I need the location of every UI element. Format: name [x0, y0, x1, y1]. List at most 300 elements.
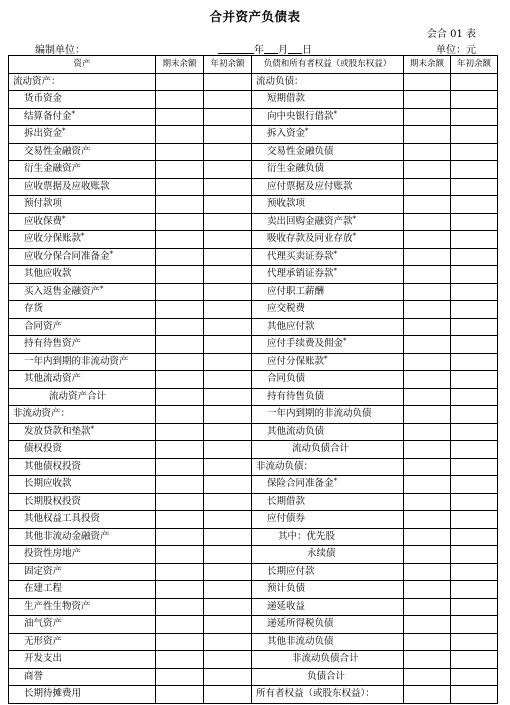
right-item-text: 吸收存款及同业存放 [267, 233, 353, 245]
right-item-text: 预计负债 [267, 583, 306, 595]
liability-begin-balance-cell[interactable] [451, 108, 498, 126]
asset-end-balance-cell[interactable] [156, 336, 204, 354]
right-item-label [252, 528, 404, 546]
asset-begin-balance-cell[interactable] [204, 266, 252, 284]
liability-end-balance-cell[interactable] [404, 528, 451, 546]
asset-end-balance-cell[interactable] [156, 161, 204, 179]
begin-balance-header: 年初余额 [204, 56, 252, 74]
left-item-text: 投资性房地产 [24, 548, 82, 560]
liability-begin-balance-cell[interactable] [451, 546, 498, 564]
asset-begin-balance-cell[interactable] [204, 231, 252, 249]
asset-end-balance-cell[interactable] [156, 441, 204, 459]
asset-end-balance-cell[interactable] [156, 458, 204, 476]
left-item-label [9, 546, 156, 564]
asset-begin-balance-cell[interactable] [204, 213, 252, 231]
month-blank [264, 43, 278, 54]
left-item-label [9, 581, 156, 599]
right-item-label [252, 441, 404, 459]
liability-begin-balance-cell[interactable] [451, 476, 498, 494]
left-item-text: 在建工程 [24, 583, 63, 595]
right-item-text: 应交税费 [267, 303, 306, 315]
liability-end-balance-cell[interactable] [404, 178, 451, 196]
liability-end-balance-cell[interactable] [404, 143, 451, 161]
asset-begin-balance-cell[interactable] [204, 458, 252, 476]
asset-begin-balance-cell[interactable] [204, 283, 252, 301]
table-row [9, 493, 498, 511]
asset-end-balance-cell[interactable] [156, 178, 204, 196]
asset-end-balance-cell[interactable] [156, 406, 204, 424]
table-row [9, 108, 498, 126]
liability-begin-balance-cell[interactable] [451, 178, 498, 196]
asset-begin-balance-cell[interactable] [204, 353, 252, 371]
asterisk-mark: * [71, 109, 76, 118]
asset-begin-balance-cell[interactable] [204, 563, 252, 581]
table-row [9, 546, 498, 564]
left-item-label [9, 511, 156, 529]
year-blank [218, 43, 254, 54]
left-item-text: 发放贷款和垫款 [24, 425, 91, 437]
liability-end-balance-cell[interactable] [404, 493, 451, 511]
asterisk-mark: * [352, 214, 357, 223]
liability-end-balance-cell[interactable] [404, 91, 451, 109]
right-item-text: 其他应付款 [267, 320, 315, 332]
liability-end-balance-cell[interactable] [404, 651, 451, 669]
liability-begin-balance-cell[interactable] [451, 126, 498, 144]
table-row [9, 598, 498, 616]
currency-unit: 单位：元 [436, 45, 476, 56]
left-item-text: 固定资产 [24, 565, 63, 577]
end-balance-header-right: 期末余额 [404, 56, 451, 74]
asset-end-balance-cell[interactable] [156, 511, 204, 529]
asset-begin-balance-cell[interactable] [204, 528, 252, 546]
asset-begin-balance-cell[interactable] [204, 126, 252, 144]
right-item-label [252, 213, 404, 231]
left-item-text: 长期股权投资 [24, 495, 82, 507]
liability-begin-balance-cell[interactable] [451, 616, 498, 634]
asset-begin-balance-cell[interactable] [204, 633, 252, 651]
asset-begin-balance-cell[interactable] [204, 493, 252, 511]
right-item-text: 应付票据及应付账款 [267, 180, 353, 192]
right-item-label [252, 581, 404, 599]
asterisk-mark: * [90, 424, 95, 433]
left-item-label [9, 91, 156, 109]
liability-begin-balance-cell[interactable] [451, 231, 498, 249]
liability-begin-balance-cell[interactable] [451, 196, 498, 214]
asset-end-balance-cell[interactable] [156, 546, 204, 564]
liability-end-balance-cell[interactable] [404, 353, 451, 371]
right-item-text: 递延收益 [267, 600, 306, 612]
table-row [9, 213, 498, 231]
left-item-text: 一年内到期的非流动资产 [24, 355, 129, 367]
liability-end-balance-cell[interactable] [404, 423, 451, 441]
right-item-label [252, 73, 404, 91]
right-item-text: 一年内到期的非流动负债 [267, 408, 372, 420]
right-item-text: 长期借款 [267, 495, 306, 507]
liability-end-balance-cell[interactable] [404, 283, 451, 301]
asset-begin-balance-cell[interactable] [204, 108, 252, 126]
right-item-label [252, 598, 404, 616]
left-item-label [9, 651, 156, 669]
table-row [9, 668, 498, 686]
asterisk-mark: * [109, 249, 114, 258]
asset-end-balance-cell[interactable] [156, 598, 204, 616]
right-item-text: 应付债券 [267, 513, 306, 525]
right-item-label [252, 266, 404, 284]
balance-sheet-table [8, 55, 498, 704]
asset-begin-balance-cell[interactable] [204, 73, 252, 91]
table-row [9, 581, 498, 599]
asset-begin-balance-cell[interactable] [204, 301, 252, 319]
left-item-text: 非流动资产： [13, 408, 71, 420]
asterisk-mark: * [324, 354, 328, 363]
left-item-text: 其他应收款 [24, 268, 72, 280]
left-item-text: 其他流动资产 [24, 373, 82, 385]
liability-end-balance-cell[interactable] [404, 633, 451, 651]
left-item-text: 长期应收款 [24, 478, 72, 490]
asset-begin-balance-cell[interactable] [204, 651, 252, 669]
right-item-label [252, 126, 404, 144]
right-item-label [252, 108, 404, 126]
asset-begin-balance-cell[interactable] [204, 371, 252, 389]
left-item-text: 流动资产： [13, 75, 61, 87]
left-item-text: 买入返售金融资产 [24, 285, 101, 297]
liability-end-balance-cell[interactable] [404, 441, 451, 459]
right-item-text: 持有待售负债 [267, 390, 325, 402]
right-item-text: 应付手续费及佣金 [267, 338, 344, 350]
asset-end-balance-cell[interactable] [156, 283, 204, 301]
liability-end-balance-cell[interactable] [404, 546, 451, 564]
left-item-text: 货币资金 [24, 93, 63, 105]
asset-begin-balance-cell[interactable] [204, 178, 252, 196]
compiling-unit-label: 编制单位： [35, 45, 85, 56]
right-item-label [252, 161, 404, 179]
table-row [9, 301, 498, 319]
right-item-text: 非流动负债合计 [292, 653, 359, 665]
left-item-label [9, 441, 156, 459]
table-row [9, 126, 498, 144]
liability-begin-balance-cell[interactable] [451, 388, 498, 406]
liability-begin-balance-cell[interactable] [451, 441, 498, 459]
asterisk-mark: * [100, 284, 104, 293]
table-row [9, 371, 498, 389]
liability-begin-balance-cell[interactable] [451, 581, 498, 599]
liability-begin-balance-cell[interactable] [451, 563, 498, 581]
liability-begin-balance-cell[interactable] [451, 266, 498, 284]
right-item-text: 应付职工薪酬 [267, 285, 325, 297]
left-item-label [9, 423, 156, 441]
liability-end-balance-cell[interactable] [404, 511, 451, 529]
liability-end-balance-cell[interactable] [404, 668, 451, 686]
liability-end-balance-cell[interactable] [404, 213, 451, 231]
right-item-text: 应付分保账款 [267, 355, 325, 367]
liability-end-balance-cell[interactable] [404, 458, 451, 476]
asset-begin-balance-cell[interactable] [204, 318, 252, 336]
liability-begin-balance-cell[interactable] [451, 406, 498, 424]
table-row [9, 651, 498, 669]
asset-begin-balance-cell[interactable] [204, 91, 252, 109]
table-row [9, 458, 498, 476]
liability-begin-balance-cell[interactable] [451, 423, 498, 441]
left-item-text: 交易性金融资产 [24, 145, 91, 157]
right-item-label [252, 406, 404, 424]
asset-begin-balance-cell[interactable] [204, 196, 252, 214]
liability-begin-balance-cell[interactable] [451, 458, 498, 476]
liability-begin-balance-cell[interactable] [451, 336, 498, 354]
table-row [9, 73, 498, 91]
asset-end-balance-cell[interactable] [156, 318, 204, 336]
right-item-label [252, 301, 404, 319]
left-item-text: 其他债权投资 [24, 460, 82, 472]
right-item-text: 递延所得税负债 [267, 618, 334, 630]
liability-end-balance-cell[interactable] [404, 126, 451, 144]
asset-end-balance-cell[interactable] [156, 231, 204, 249]
liability-begin-balance-cell[interactable] [451, 371, 498, 389]
asset-begin-balance-cell[interactable] [204, 143, 252, 161]
liability-begin-balance-cell[interactable] [451, 318, 498, 336]
liability-begin-balance-cell[interactable] [451, 248, 498, 266]
liability-end-balance-cell[interactable] [404, 616, 451, 634]
asset-begin-balance-cell[interactable] [204, 423, 252, 441]
asset-end-balance-cell[interactable] [156, 196, 204, 214]
liability-begin-balance-cell[interactable] [451, 511, 498, 529]
liability-end-balance-cell[interactable] [404, 388, 451, 406]
table-row [9, 143, 498, 161]
left-item-label [9, 528, 156, 546]
right-item-label [252, 91, 404, 109]
left-item-label [9, 213, 156, 231]
asset-begin-balance-cell[interactable] [204, 668, 252, 686]
liability-begin-balance-cell[interactable] [451, 301, 498, 319]
liability-end-balance-cell[interactable] [404, 563, 451, 581]
left-item-label [9, 73, 156, 91]
table-row [9, 283, 498, 301]
asset-end-balance-cell[interactable] [156, 248, 204, 266]
liability-end-balance-cell[interactable] [404, 248, 451, 266]
asset-end-balance-cell[interactable] [156, 353, 204, 371]
table-body [9, 73, 498, 703]
asset-begin-balance-cell[interactable] [204, 686, 252, 704]
liability-end-balance-cell[interactable] [404, 598, 451, 616]
year-label: 年 [254, 45, 264, 56]
right-item-label [252, 318, 404, 336]
right-item-label [252, 248, 404, 266]
liability-begin-balance-cell[interactable] [451, 493, 498, 511]
liability-end-balance-cell[interactable] [404, 318, 451, 336]
right-item-label [252, 143, 404, 161]
right-item-label [252, 336, 404, 354]
asset-end-balance-cell[interactable] [156, 371, 204, 389]
asset-end-balance-cell[interactable] [156, 143, 204, 161]
table-row [9, 231, 498, 249]
liability-begin-balance-cell[interactable] [451, 686, 498, 704]
left-item-label [9, 301, 156, 319]
asset-end-balance-cell[interactable] [156, 633, 204, 651]
right-item-label [252, 668, 404, 686]
right-item-text: 其他流动负债 [267, 425, 325, 437]
begin-balance-header-right: 年初余额 [451, 56, 498, 74]
liability-begin-balance-cell[interactable] [451, 598, 498, 616]
left-item-label [9, 668, 156, 686]
liability-begin-balance-cell[interactable] [451, 633, 498, 651]
asset-begin-balance-cell[interactable] [204, 616, 252, 634]
liability-begin-balance-cell[interactable] [451, 651, 498, 669]
left-item-label [9, 598, 156, 616]
asset-end-balance-cell[interactable] [156, 476, 204, 494]
asset-end-balance-cell[interactable] [156, 563, 204, 581]
left-item-text: 存货 [24, 303, 44, 315]
asset-begin-balance-cell[interactable] [204, 388, 252, 406]
liability-end-balance-cell[interactable] [404, 73, 451, 91]
liability-begin-balance-cell[interactable] [451, 353, 498, 371]
table-row [9, 563, 498, 581]
asset-end-balance-cell[interactable] [156, 686, 204, 704]
table-row [9, 196, 498, 214]
table-row [9, 178, 498, 196]
table-row [9, 476, 498, 494]
liability-end-balance-cell[interactable] [404, 581, 451, 599]
right-item-label [252, 231, 404, 249]
left-item-text: 长期待摊费用 [24, 688, 82, 700]
left-item-text: 应收分保合同准备金 [24, 250, 110, 262]
asset-end-balance-cell[interactable] [156, 108, 204, 126]
liability-end-balance-cell[interactable] [404, 406, 451, 424]
right-item-label [252, 178, 404, 196]
right-item-label [252, 651, 404, 669]
liability-begin-balance-cell[interactable] [451, 161, 498, 179]
table-row [9, 441, 498, 459]
left-item-label [9, 283, 156, 301]
left-item-label [9, 371, 156, 389]
right-item-label [252, 686, 404, 704]
end-balance-header: 期末余额 [156, 56, 204, 74]
asset-end-balance-cell[interactable] [156, 581, 204, 599]
left-item-text: 结算备付金 [24, 110, 72, 122]
liability-begin-balance-cell[interactable] [451, 528, 498, 546]
right-item-text: 其中：优先股 [278, 530, 336, 542]
asset-begin-balance-cell[interactable] [204, 406, 252, 424]
asset-begin-balance-cell[interactable] [204, 336, 252, 354]
right-item-label [252, 546, 404, 564]
liabilities-header: 负债和所有者权益（或股东权益） [252, 56, 404, 74]
table-row [9, 686, 498, 704]
asset-begin-balance-cell[interactable] [204, 161, 252, 179]
liability-begin-balance-cell[interactable] [451, 213, 498, 231]
asset-end-balance-cell[interactable] [156, 73, 204, 91]
right-item-label [252, 476, 404, 494]
asset-begin-balance-cell[interactable] [204, 476, 252, 494]
liability-begin-balance-cell[interactable] [451, 73, 498, 91]
right-item-text: 合同负债 [267, 373, 306, 385]
table-row [9, 266, 498, 284]
left-item-label [9, 476, 156, 494]
asset-end-balance-cell[interactable] [156, 528, 204, 546]
liability-end-balance-cell[interactable] [404, 266, 451, 284]
left-item-label [9, 406, 156, 424]
right-item-label [252, 563, 404, 581]
left-item-label [9, 388, 156, 406]
right-item-text: 交易性金融负债 [267, 145, 334, 157]
left-item-text: 开发支出 [24, 653, 63, 665]
right-item-label [252, 493, 404, 511]
asset-end-balance-cell[interactable] [156, 616, 204, 634]
left-item-text: 债权投资 [24, 443, 63, 455]
left-item-label [9, 458, 156, 476]
table-row [9, 511, 498, 529]
asset-begin-balance-cell[interactable] [204, 546, 252, 564]
asset-end-balance-cell[interactable] [156, 91, 204, 109]
asset-end-balance-cell[interactable] [156, 301, 204, 319]
asterisk-mark: * [81, 232, 85, 241]
right-item-label [252, 458, 404, 476]
right-item-label [252, 353, 404, 371]
left-item-text: 拆出资金 [24, 128, 63, 140]
asset-end-balance-cell[interactable] [156, 126, 204, 144]
month-label: 月 [278, 45, 288, 56]
liability-begin-balance-cell[interactable] [451, 91, 498, 109]
left-item-text: 油气资产 [24, 618, 63, 630]
right-item-label [252, 423, 404, 441]
asset-begin-balance-cell[interactable] [204, 581, 252, 599]
asset-end-balance-cell[interactable] [156, 423, 204, 441]
liability-end-balance-cell[interactable] [404, 108, 451, 126]
liability-begin-balance-cell[interactable] [451, 143, 498, 161]
liability-end-balance-cell[interactable] [404, 371, 451, 389]
left-item-label [9, 266, 156, 284]
table-row [9, 528, 498, 546]
left-item-label [9, 196, 156, 214]
liability-end-balance-cell[interactable] [404, 686, 451, 704]
asset-begin-balance-cell[interactable] [204, 511, 252, 529]
left-item-text: 无形资产 [24, 635, 63, 647]
asterisk-mark: * [333, 109, 338, 118]
liability-end-balance-cell[interactable] [404, 476, 451, 494]
right-item-text: 所有者权益（或股东权益）： [256, 688, 375, 700]
right-item-text: 短期借款 [267, 93, 306, 105]
left-item-label [9, 318, 156, 336]
left-item-label [9, 161, 156, 179]
asterisk-mark: * [305, 127, 309, 136]
left-item-text: 应收保费 [24, 215, 63, 227]
asterisk-mark: * [333, 267, 338, 276]
asset-begin-balance-cell[interactable] [204, 598, 252, 616]
asset-end-balance-cell[interactable] [156, 266, 204, 284]
right-item-text: 负债合计 [307, 670, 346, 682]
asset-end-balance-cell[interactable] [156, 668, 204, 686]
right-item-label [252, 616, 404, 634]
asset-end-balance-cell[interactable] [156, 388, 204, 406]
left-item-label [9, 563, 156, 581]
liability-begin-balance-cell[interactable] [451, 668, 498, 686]
liability-end-balance-cell[interactable] [404, 196, 451, 214]
table-row [9, 353, 498, 371]
asset-end-balance-cell[interactable] [156, 493, 204, 511]
right-item-label [252, 371, 404, 389]
right-item-text: 代理买卖证券款 [267, 250, 334, 262]
liability-begin-balance-cell[interactable] [451, 283, 498, 301]
table-row [9, 318, 498, 336]
asset-end-balance-cell[interactable] [156, 213, 204, 231]
right-item-label [252, 283, 404, 301]
liability-end-balance-cell[interactable] [404, 161, 451, 179]
left-item-text: 预付款项 [24, 198, 63, 210]
liability-end-balance-cell[interactable] [404, 231, 451, 249]
liability-end-balance-cell[interactable] [404, 336, 451, 354]
asterisk-mark: * [62, 127, 66, 136]
asset-begin-balance-cell[interactable] [204, 441, 252, 459]
asset-end-balance-cell[interactable] [156, 651, 204, 669]
asset-begin-balance-cell[interactable] [204, 248, 252, 266]
liability-end-balance-cell[interactable] [404, 301, 451, 319]
